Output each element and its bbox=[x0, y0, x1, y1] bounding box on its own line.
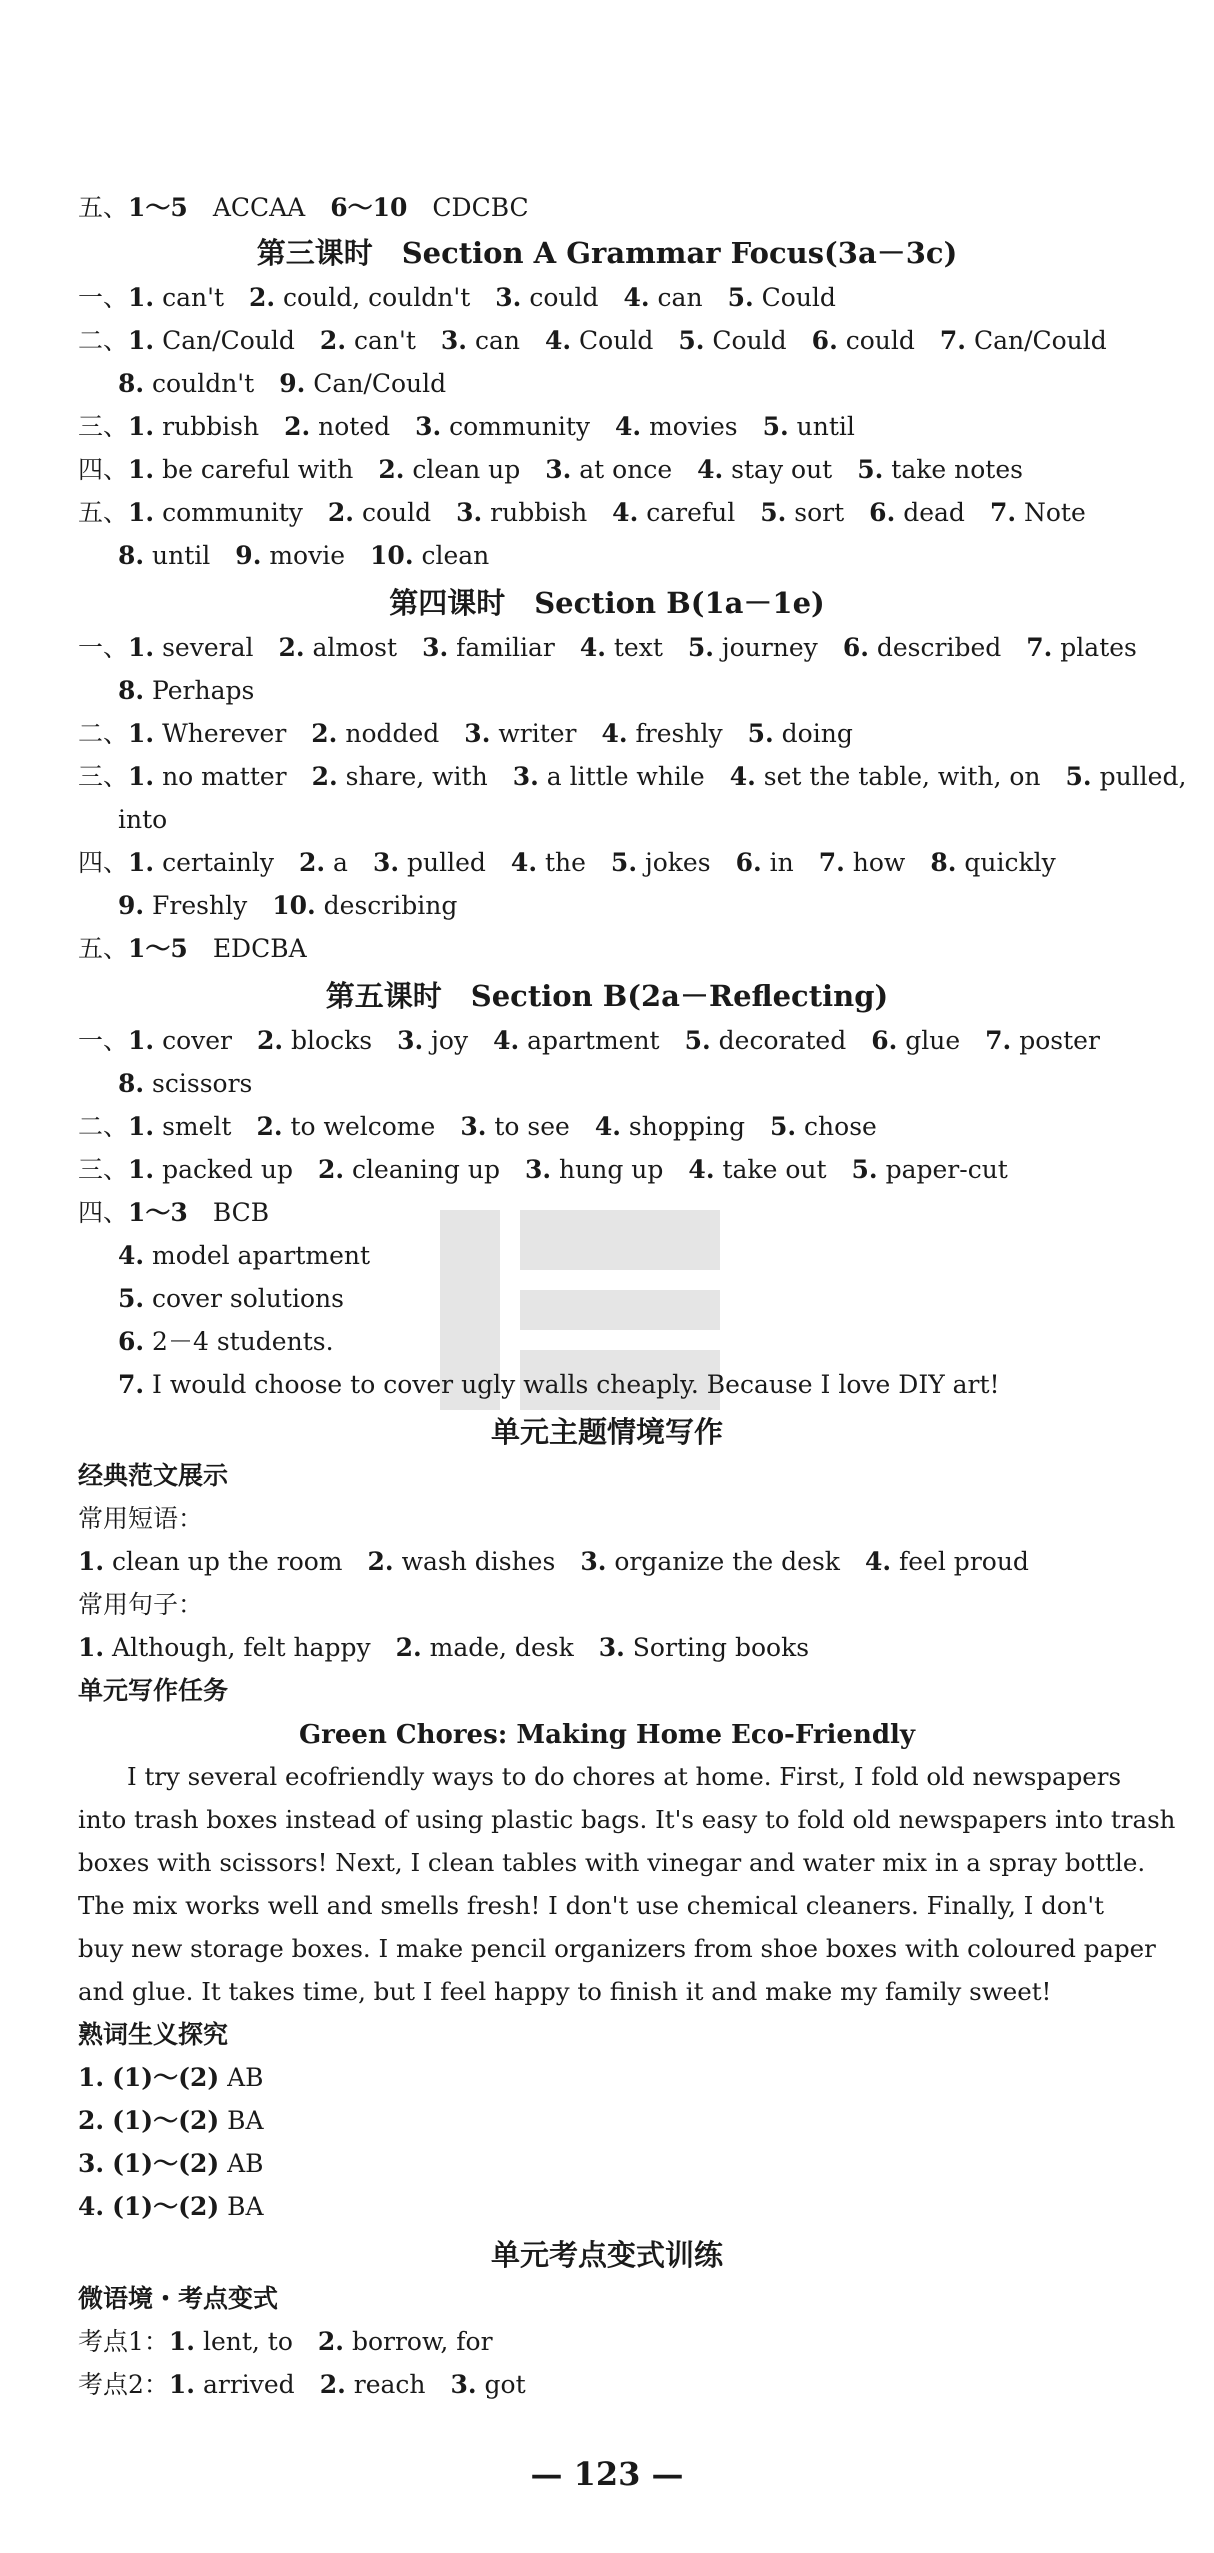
subsection-heading: 经典范文展示 bbox=[78, 1461, 229, 1490]
section-title: 单元考点变式训练 bbox=[490, 2238, 723, 2272]
answer-line: 二、1. smelt 2. to welcome 3. to see 4. shopping 5. chose bbox=[78, 1112, 877, 1141]
essay-line: into trash boxes instead of using plastic bags. It's easy to fold old newspapers into trash bbox=[78, 1805, 1176, 1834]
subsection-heading: 熟词生义探究 bbox=[78, 2020, 229, 2049]
answer-line: 五、1～5 ACCAA 6～10 CDCBC bbox=[78, 193, 529, 222]
answer-line: into bbox=[118, 805, 168, 834]
answer-line: 四、1. certainly 2. a 3. pulled 4. the 5. jokes 6. in 7. how 8. quickly bbox=[78, 848, 1056, 877]
answer-line: 4. (1)～(2) BA bbox=[78, 2192, 264, 2221]
answer-line: 三、1. no matter 2. share, with 3. a little while 4. set the table, with, on 5. pulled, bbox=[78, 762, 1187, 791]
answer-line: 1. Although, felt happy 2. made, desk 3. Sorting books bbox=[78, 1633, 810, 1662]
answer-line: 五、1～5 EDCBA bbox=[78, 934, 307, 963]
answer-line: 8. scissors bbox=[118, 1069, 253, 1098]
answer-line: 四、1. be careful with 2. clean up 3. at once 4. stay out 5. take notes bbox=[78, 455, 1023, 484]
subsection-heading: 单元写作任务 bbox=[78, 1676, 229, 1705]
answer-line: 三、1. packed up 2. cleaning up 3. hung up 4. take out 5. paper-cut bbox=[78, 1155, 1008, 1184]
answer-line: 8. until 9. movie 10. clean bbox=[118, 541, 490, 570]
answer-line: 2. (1)～(2) BA bbox=[78, 2106, 264, 2135]
essay-line: buy new storage boxes. I make pencil organizers from shoe boxes with coloured paper bbox=[78, 1934, 1156, 1963]
answer-line: 9. Freshly 10. describing bbox=[118, 891, 458, 920]
answer-line: 一、1. cover 2. blocks 3. joy 4. apartment 5. decorated 6. glue 7. poster bbox=[78, 1026, 1100, 1055]
essay-line: The mix works well and smells fresh! I don't use chemical cleaners. Finally, I don't bbox=[78, 1891, 1104, 1920]
answer-line: 3. (1)～(2) AB bbox=[78, 2149, 264, 2178]
answer-line: 二、1. Can/Could 2. can't 3. can 4. Could 5. Could 6. could 7. Can/Could bbox=[78, 326, 1107, 355]
answer-line: 二、1. Wherever 2. nodded 3. writer 4. freshly 5. doing bbox=[78, 719, 853, 748]
answer-line: 三、1. rubbish 2. noted 3. community 4. movies 5. until bbox=[78, 412, 855, 441]
answer-line: 考点2：1. arrived 2. reach 3. got bbox=[78, 2370, 526, 2399]
answer-line: 6. 2－4 students. bbox=[118, 1327, 334, 1356]
section-title: 单元主题情境写作 bbox=[490, 1415, 723, 1449]
answer-line: 8. Perhaps bbox=[118, 676, 255, 705]
answer-line: 一、1. can't 2. could, couldn't 3. could 4. can 5. Could bbox=[78, 283, 836, 312]
essay-line: I try several ecofriendly ways to do chores at home. First, I fold old newspapers bbox=[78, 1762, 1122, 1791]
section-title: 第四课时 Section B(1a－1e) bbox=[389, 586, 825, 620]
subsection-heading: 微语境・考点变式 bbox=[78, 2284, 279, 2313]
answer-line: 1. (1)～(2) AB bbox=[78, 2063, 264, 2092]
essay-title: Green Chores: Making Home Eco-Friendly bbox=[298, 1720, 916, 1750]
section-title: 第三课时 Section A Grammar Focus(3a－3c) bbox=[256, 236, 958, 270]
answer-line: 1. clean up the room 2. wash dishes 3. organize the desk 4. feel proud bbox=[78, 1547, 1029, 1576]
answer-line: 4. model apartment bbox=[118, 1241, 371, 1270]
answer-line: 8. couldn't 9. Can/Could bbox=[118, 369, 447, 398]
section-title: 第五课时 Section B(2a－Reflecting) bbox=[325, 979, 889, 1013]
essay-line: and glue. It takes time, but I feel happy to finish it and make my family sweet! bbox=[78, 1977, 1052, 2006]
label-line: 常用短语： bbox=[78, 1504, 204, 1533]
answer-line: 考点1：1. lent, to 2. borrow, for bbox=[78, 2327, 493, 2356]
answer-line: 一、1. several 2. almost 3. familiar 4. text 5. journey 6. described 7. plates bbox=[78, 633, 1137, 662]
essay-line: boxes with scissors! Next, I clean tables with vinegar and water mix in a spray bottle. bbox=[78, 1848, 1146, 1877]
page-number: — 123 — bbox=[530, 2455, 684, 2493]
answer-line: 四、1～3 BCB bbox=[78, 1198, 270, 1227]
answer-line: 五、1. community 2. could 3. rubbish 4. careful 5. sort 6. dead 7. Note bbox=[78, 498, 1086, 527]
label-line: 常用句子： bbox=[78, 1590, 204, 1619]
answer-line: 5. cover solutions bbox=[118, 1284, 344, 1313]
answer-line: 7. I would choose to cover ugly walls cheaply. Because I love DIY art! bbox=[118, 1370, 1000, 1399]
